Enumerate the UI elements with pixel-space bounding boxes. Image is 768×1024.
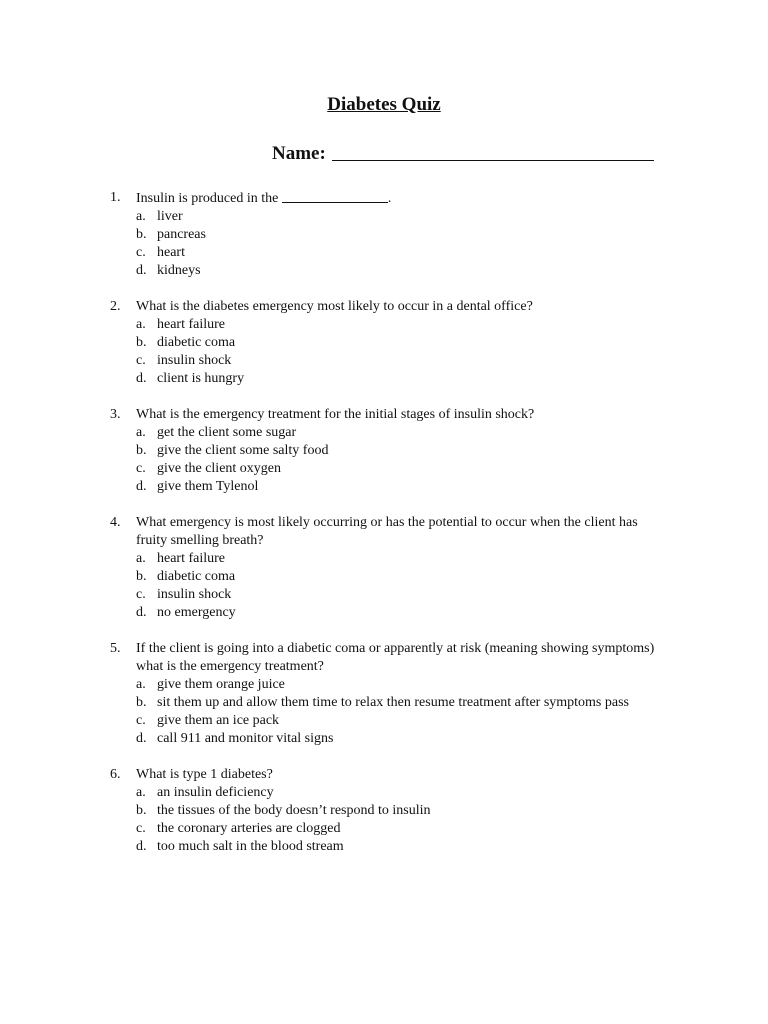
option-letter: b.: [136, 443, 147, 458]
page-title: Diabetes Quiz: [327, 94, 441, 115]
option-letter: b.: [136, 227, 147, 242]
option-letter: d.: [136, 263, 147, 278]
question-text: What is type 1 diabetes?: [136, 767, 273, 782]
option-letter: d.: [136, 605, 147, 620]
answer-option: [110, 838, 670, 856]
answer-option: [110, 460, 670, 478]
option-letter: b.: [136, 695, 147, 710]
option-text: diabetic coma: [157, 569, 236, 584]
option-letter: d.: [136, 371, 147, 386]
option-letter: c.: [136, 587, 146, 602]
question-number: 1.: [110, 190, 121, 205]
option-letter: c.: [136, 821, 146, 836]
question-3: [110, 406, 670, 496]
answer-blank-line: [282, 189, 388, 203]
answer-option: [110, 424, 670, 442]
option-letter: a.: [136, 317, 146, 332]
name-label: Name:: [272, 143, 326, 164]
option-text: insulin shock: [157, 587, 232, 602]
question-number: 4.: [110, 515, 121, 530]
question-5: [110, 640, 670, 748]
option-letter: c.: [136, 461, 146, 476]
answer-option: [110, 712, 670, 730]
question-row: [110, 189, 670, 208]
question-number: 5.: [110, 641, 121, 656]
option-letter: a.: [136, 677, 146, 692]
question-text: [136, 189, 670, 208]
option-letter: c.: [136, 713, 146, 728]
answer-option: [110, 316, 670, 334]
answer-option: [110, 784, 670, 802]
option-text: give the client oxygen: [157, 461, 282, 476]
question-text-after-blank: .: [387, 191, 392, 206]
question-row: [110, 514, 670, 550]
option-letter: c.: [136, 245, 146, 260]
answer-option: [110, 334, 670, 352]
option-text: call 911 and monitor vital signs: [157, 731, 334, 746]
name-blank-line: [332, 141, 654, 161]
question-text: What is the emergency treatment for the initial stages of insulin shock?: [136, 407, 535, 422]
answer-option: [110, 478, 670, 496]
option-letter: b.: [136, 569, 147, 584]
option-letter: c.: [136, 353, 146, 368]
option-text: heart failure: [157, 317, 226, 332]
option-text: an insulin deficiency: [157, 785, 274, 800]
question-list: [110, 189, 670, 874]
question-2: [110, 298, 670, 388]
answer-option: [110, 244, 670, 262]
question-row: [110, 406, 670, 424]
option-text: give the client some salty food: [157, 443, 329, 458]
option-text: give them Tylenol: [157, 479, 259, 494]
option-text: no emergency: [157, 605, 236, 620]
question-6: [110, 766, 670, 856]
question-row: [110, 298, 670, 316]
answer-option: [110, 802, 670, 820]
question-number: 6.: [110, 767, 121, 782]
question-text-before-blank: Insulin is produced in the: [136, 191, 279, 206]
option-text: give them an ice pack: [157, 713, 280, 728]
option-text: diabetic coma: [157, 335, 236, 350]
answer-option: [110, 550, 670, 568]
answer-option: [110, 694, 670, 712]
option-letter: d.: [136, 479, 147, 494]
answer-option: [110, 676, 670, 694]
option-text: client is hungry: [157, 371, 245, 386]
option-text: heart: [157, 245, 185, 260]
question-text: What is the diabetes emergency most likely to occur in a dental office?: [136, 299, 533, 314]
question-row: [110, 640, 670, 676]
option-text: liver: [157, 209, 183, 224]
question-text: If the client is going into a diabetic coma or apparently at risk (meaning showing symptoms) what is the emergency treatment?: [136, 641, 655, 674]
question-number: 3.: [110, 407, 121, 422]
option-letter: d.: [136, 839, 147, 854]
answer-option: [110, 370, 670, 388]
answer-option: [110, 730, 670, 748]
option-letter: a.: [136, 551, 146, 566]
answer-option: [110, 820, 670, 838]
question-1: [110, 189, 670, 280]
option-text: get the client some sugar: [157, 425, 297, 440]
answer-option: [110, 208, 670, 226]
option-text: pancreas: [157, 227, 206, 242]
question-text: What emergency is most likely occurring or has the potential to occur when the client has fruity smelling breath?: [136, 515, 638, 548]
option-letter: d.: [136, 731, 147, 746]
option-text: heart failure: [157, 551, 226, 566]
answer-option: [110, 568, 670, 586]
name-field-row: [272, 141, 654, 167]
option-text: sit them up and allow them time to relax then resume treatment after symptoms pass: [157, 695, 629, 710]
answer-option: [110, 262, 670, 280]
option-letter: a.: [136, 785, 146, 800]
question-number: 2.: [110, 299, 121, 314]
option-text: the tissues of the body doesn’t respond to insulin: [157, 803, 431, 818]
option-text: insulin shock: [157, 353, 232, 368]
question-4: [110, 514, 670, 622]
option-text: give them orange juice: [157, 677, 285, 692]
option-letter: b.: [136, 803, 147, 818]
option-text: too much salt in the blood stream: [157, 839, 344, 854]
answer-option: [110, 604, 670, 622]
answer-option: [110, 226, 670, 244]
option-text: the coronary arteries are clogged: [157, 821, 341, 836]
answer-option: [110, 442, 670, 460]
option-text: kidneys: [157, 263, 201, 278]
answer-option: [110, 586, 670, 604]
option-letter: a.: [136, 425, 146, 440]
answer-option: [110, 352, 670, 370]
question-row: [110, 766, 670, 784]
option-letter: b.: [136, 335, 147, 350]
option-letter: a.: [136, 209, 146, 224]
